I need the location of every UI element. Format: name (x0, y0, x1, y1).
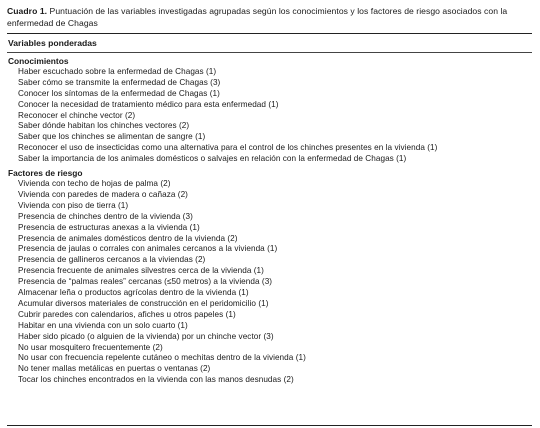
list-item: Almacenar leña o productos agrícolas dentro de la vivienda (1) (18, 288, 249, 298)
list-item: Saber dónde habitan los chinches vectores (2) (18, 121, 190, 131)
list-item: Presencia de animales domésticos dentro de la vivienda (2) (18, 233, 238, 243)
list-item: Presencia de jaulas o corrales con animales cercanos a la vivienda (1) (18, 244, 278, 254)
section-title: Factores de riesgo (8, 168, 83, 179)
list-item: Reconocer el chinche vector (2) (18, 110, 136, 120)
list-item: Saber la importancia de los animales domésticos o salvajes en relación con la enfermedad de Chagas (1) (18, 154, 407, 164)
list-item: Tocar los chinches encontrados en la vivienda con las manos desnudas (2) (18, 375, 294, 385)
list-item: Saber cómo se transmite la enfermedad de Chagas (3) (18, 77, 221, 87)
header-rule (7, 52, 532, 53)
list-item: Saber que los chinches se alimentan de sangre (1) (18, 132, 206, 142)
list-item: Habitar en una vivienda con un solo cuarto (1) (18, 320, 188, 330)
list-item: Vivienda con techo de hojas de palma (2) (18, 178, 171, 188)
table-caption (7, 6, 532, 29)
section-conocimientos (7, 56, 532, 165)
list-item: Conocer la necesidad de tratamiento médico para esta enfermedad (1) (18, 99, 279, 109)
caption-label: Cuadro 1. (7, 6, 48, 16)
list-item: Vivienda con piso de tierra (1) (18, 200, 129, 210)
list-item: Cubrir paredes con calendarios, afiches u otros papeles (1) (18, 309, 236, 319)
variable-list (7, 67, 532, 165)
section-factores-de-riesgo (7, 168, 532, 386)
list-item: Conocer los síntomas de la enfermedad de Chagas (1) (18, 88, 220, 98)
list-item: Acumular diversos materiales de construcción en el peridomicilio (1) (18, 298, 269, 308)
list-item: Haber sido picado (o alguien de la vivienda) por un chinche vector (3) (18, 331, 274, 341)
list-item: Presencia de gallineros cercanos a la viviendas (2) (18, 255, 206, 265)
table-header: Variables ponderadas (8, 38, 97, 48)
list-item: Presencia frecuente de animales silvestres cerca de la vivienda (1) (18, 266, 264, 276)
list-item: Presencia de estructuras anexas a la vivienda (1) (18, 222, 200, 232)
caption-text: Puntuación de las variables investigadas agrupadas según los conocimientos y los factores de riesgo asociados con la enfermedad de Chagas (7, 6, 508, 28)
list-item: No usar mosquitero frecuentemente (2) (18, 342, 163, 352)
list-item: Vivienda con paredes de madera o cañaza (2) (18, 189, 188, 199)
variable-list (7, 179, 532, 386)
list-item: Presencia de “palmas reales” cercanas (≤50 metros) a la vivienda (3) (18, 277, 273, 287)
section-title: Conocimientos (8, 56, 69, 66)
list-item: Haber escuchado sobre la enfermedad de Chagas (1) (18, 66, 217, 76)
bottom-rule (7, 425, 532, 426)
list-item: No tener mallas metálicas en puertas o ventanas (2) (18, 364, 211, 374)
list-item: No usar con frecuencia repelente cutáneo o mechitas dentro de la vivienda (1) (18, 353, 306, 363)
list-item: Presencia de chinches dentro de la vivienda (3) (18, 211, 193, 221)
list-item: Reconocer el uso de insecticidas como una alternativa para el control de los chinches presentes en la vivienda (1) (18, 143, 438, 153)
